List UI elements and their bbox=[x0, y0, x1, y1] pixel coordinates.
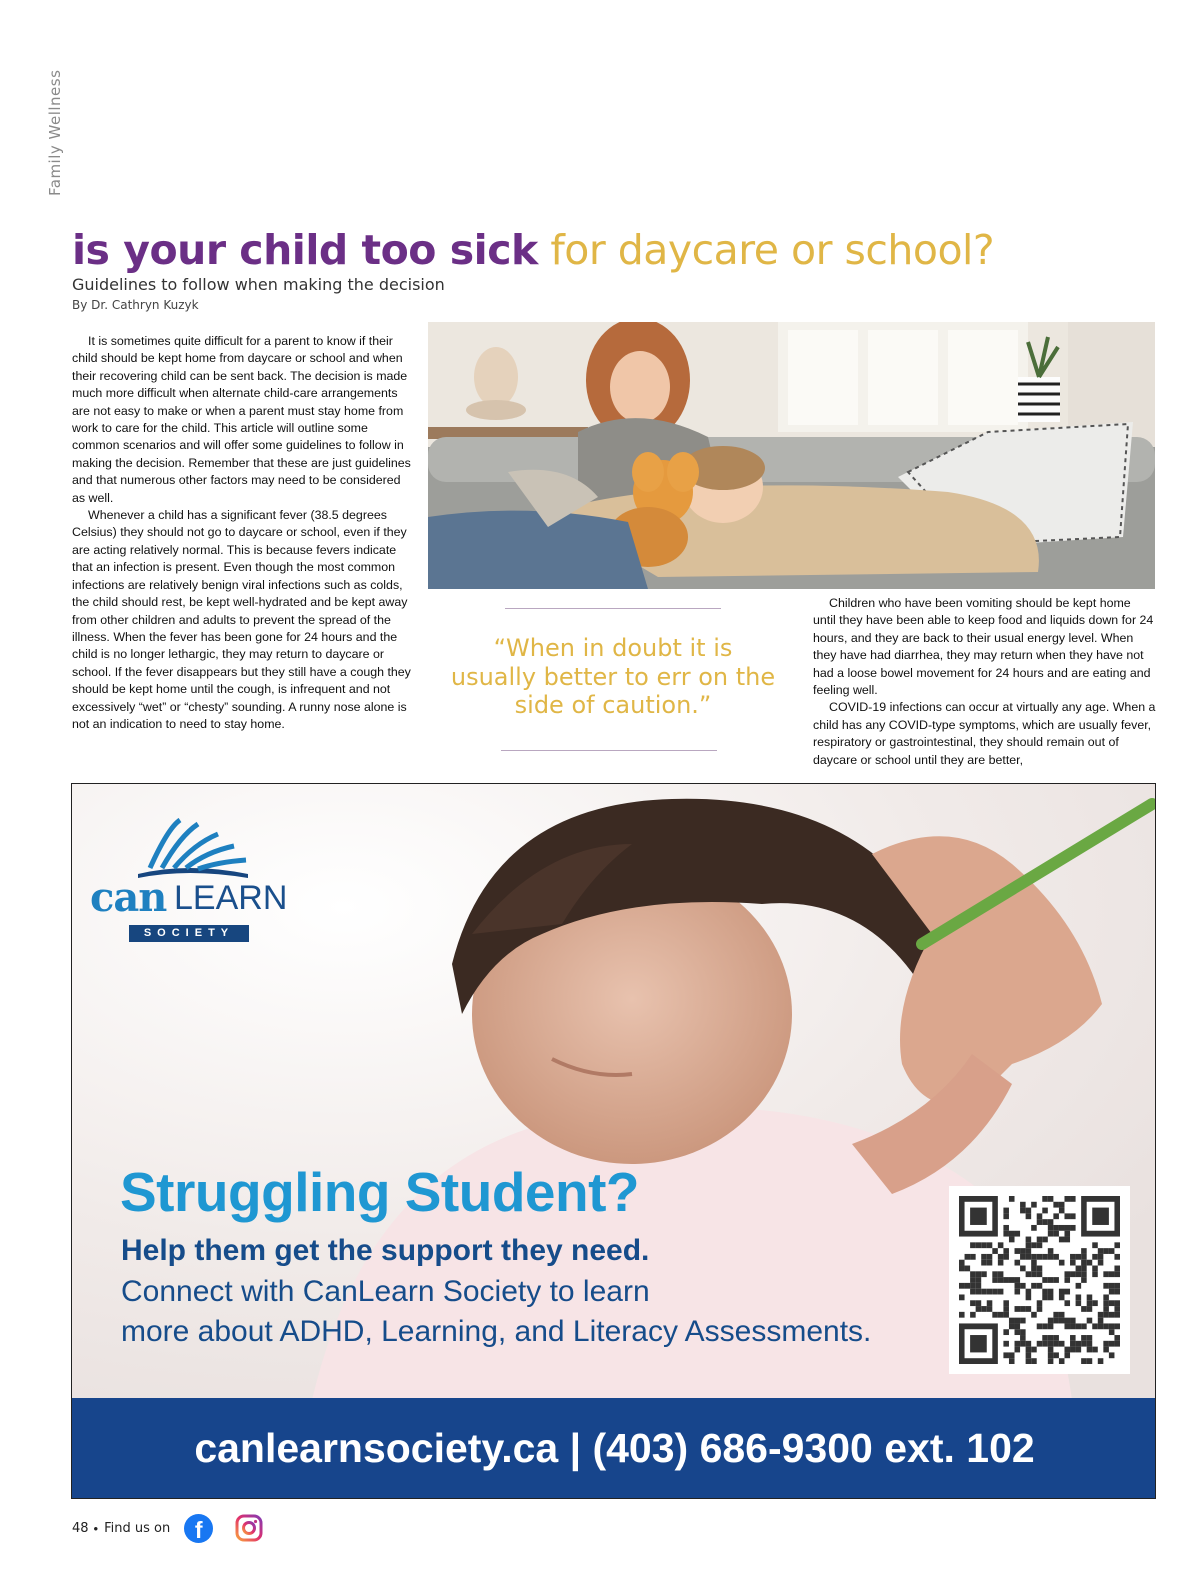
logo-can-text: can bbox=[90, 874, 167, 921]
article-title-strong: is your child too sick bbox=[72, 226, 538, 274]
logo-learn-text: LEARN bbox=[174, 879, 288, 917]
page-number: 48 bbox=[72, 1520, 89, 1536]
ad-body-line: Connect with CanLearn Society to learn bbox=[121, 1275, 650, 1308]
article-column-right bbox=[813, 595, 1156, 769]
pull-quote: “When in doubt it is usually better to err on the side of caution.” bbox=[450, 634, 776, 719]
qr-code-icon bbox=[959, 1196, 1120, 1364]
article-paragraph: Whenever a child has a significant fever (38.5 degrees Celsius) they should not go to daycare or school, even if they are acting relatively normal. This is because fevers indicate that an infection is present. Even though the most common infections are relatively benign viral infections such as colds, the child should rest, be kept well-hydrated and be kept away from other children and adults to prevent the spread of the illness. When the fever has been gone for 24 hours and the child is no longer lethargic, they may return to daycare or school. If the fever disappears but they still have a cough they should be kept home until the cough, is infrequent and not excessively “wet” or “chesty” sounding. A runny nose alone is not an indication to need to stay home. bbox=[72, 508, 411, 731]
article-paragraph: It is sometimes quite difficult for a parent to know if their child should be kept home from daycare or school and when their recovering child can be sent back. The decision is made much more difficult when alternate child-care arrangements are not easy to make or when a parent must stay home from work to care for the child. This article will outline some common scenarios and will offer some guidelines to follow in making the decision. Remember that these are just guidelines and that numerous other factors may need to be considered as well. bbox=[72, 334, 411, 505]
ad-headline: Struggling Student? bbox=[120, 1161, 640, 1223]
contact-band[interactable]: canlearnsociety.ca | (403) 686-9300 ext. 102 bbox=[72, 1398, 1156, 1499]
qr-code[interactable] bbox=[949, 1186, 1130, 1374]
ad-body bbox=[121, 1272, 871, 1352]
instagram-icon[interactable] bbox=[235, 1514, 263, 1542]
find-us-text: Find us on bbox=[104, 1520, 171, 1536]
article-paragraph: Children who have been vomiting should be kept home until they have been able to keep food and liquids down for 24 hours, and they are back to their usual energy level. When they have had diarrhea, they may return when they have not had a loose bowel movement for 24 hours and are eating and feeling well. bbox=[813, 596, 1154, 698]
article-title-light: for daycare or school? bbox=[550, 226, 995, 274]
canlearn-logo[interactable] bbox=[90, 818, 290, 948]
article-byline: By Dr. Cathryn Kuzyk bbox=[72, 298, 199, 312]
footer-bullet: • bbox=[93, 1520, 99, 1536]
mother-child-photo bbox=[428, 322, 1155, 589]
ad-body-line: more about ADHD, Learning, and Literacy Assessments. bbox=[121, 1315, 872, 1348]
canlearn-advertisement[interactable] bbox=[71, 783, 1156, 1499]
quote-divider-top bbox=[505, 608, 721, 609]
article-subtitle: Guidelines to follow when making the decision bbox=[72, 275, 445, 294]
article-title bbox=[72, 224, 1172, 276]
book-fan-icon bbox=[128, 818, 258, 880]
quote-divider-bottom bbox=[501, 750, 717, 751]
facebook-icon[interactable]: f bbox=[184, 1514, 213, 1543]
article-column-left bbox=[72, 333, 412, 733]
ad-subheadline: Help them get the support they need. bbox=[121, 1234, 650, 1267]
section-label: Family Wellness bbox=[46, 69, 64, 196]
page-footer bbox=[72, 1513, 263, 1543]
article-paragraph: COVID-19 infections can occur at virtually any age. When a child has any COVID-type symptoms, which are usually fever, respiratory or gastrointestinal, they should remain out of daycare or school until they are better, bbox=[813, 700, 1156, 767]
mother-child-illustration bbox=[428, 322, 1155, 589]
logo-society-text: SOCIETY bbox=[129, 925, 249, 942]
